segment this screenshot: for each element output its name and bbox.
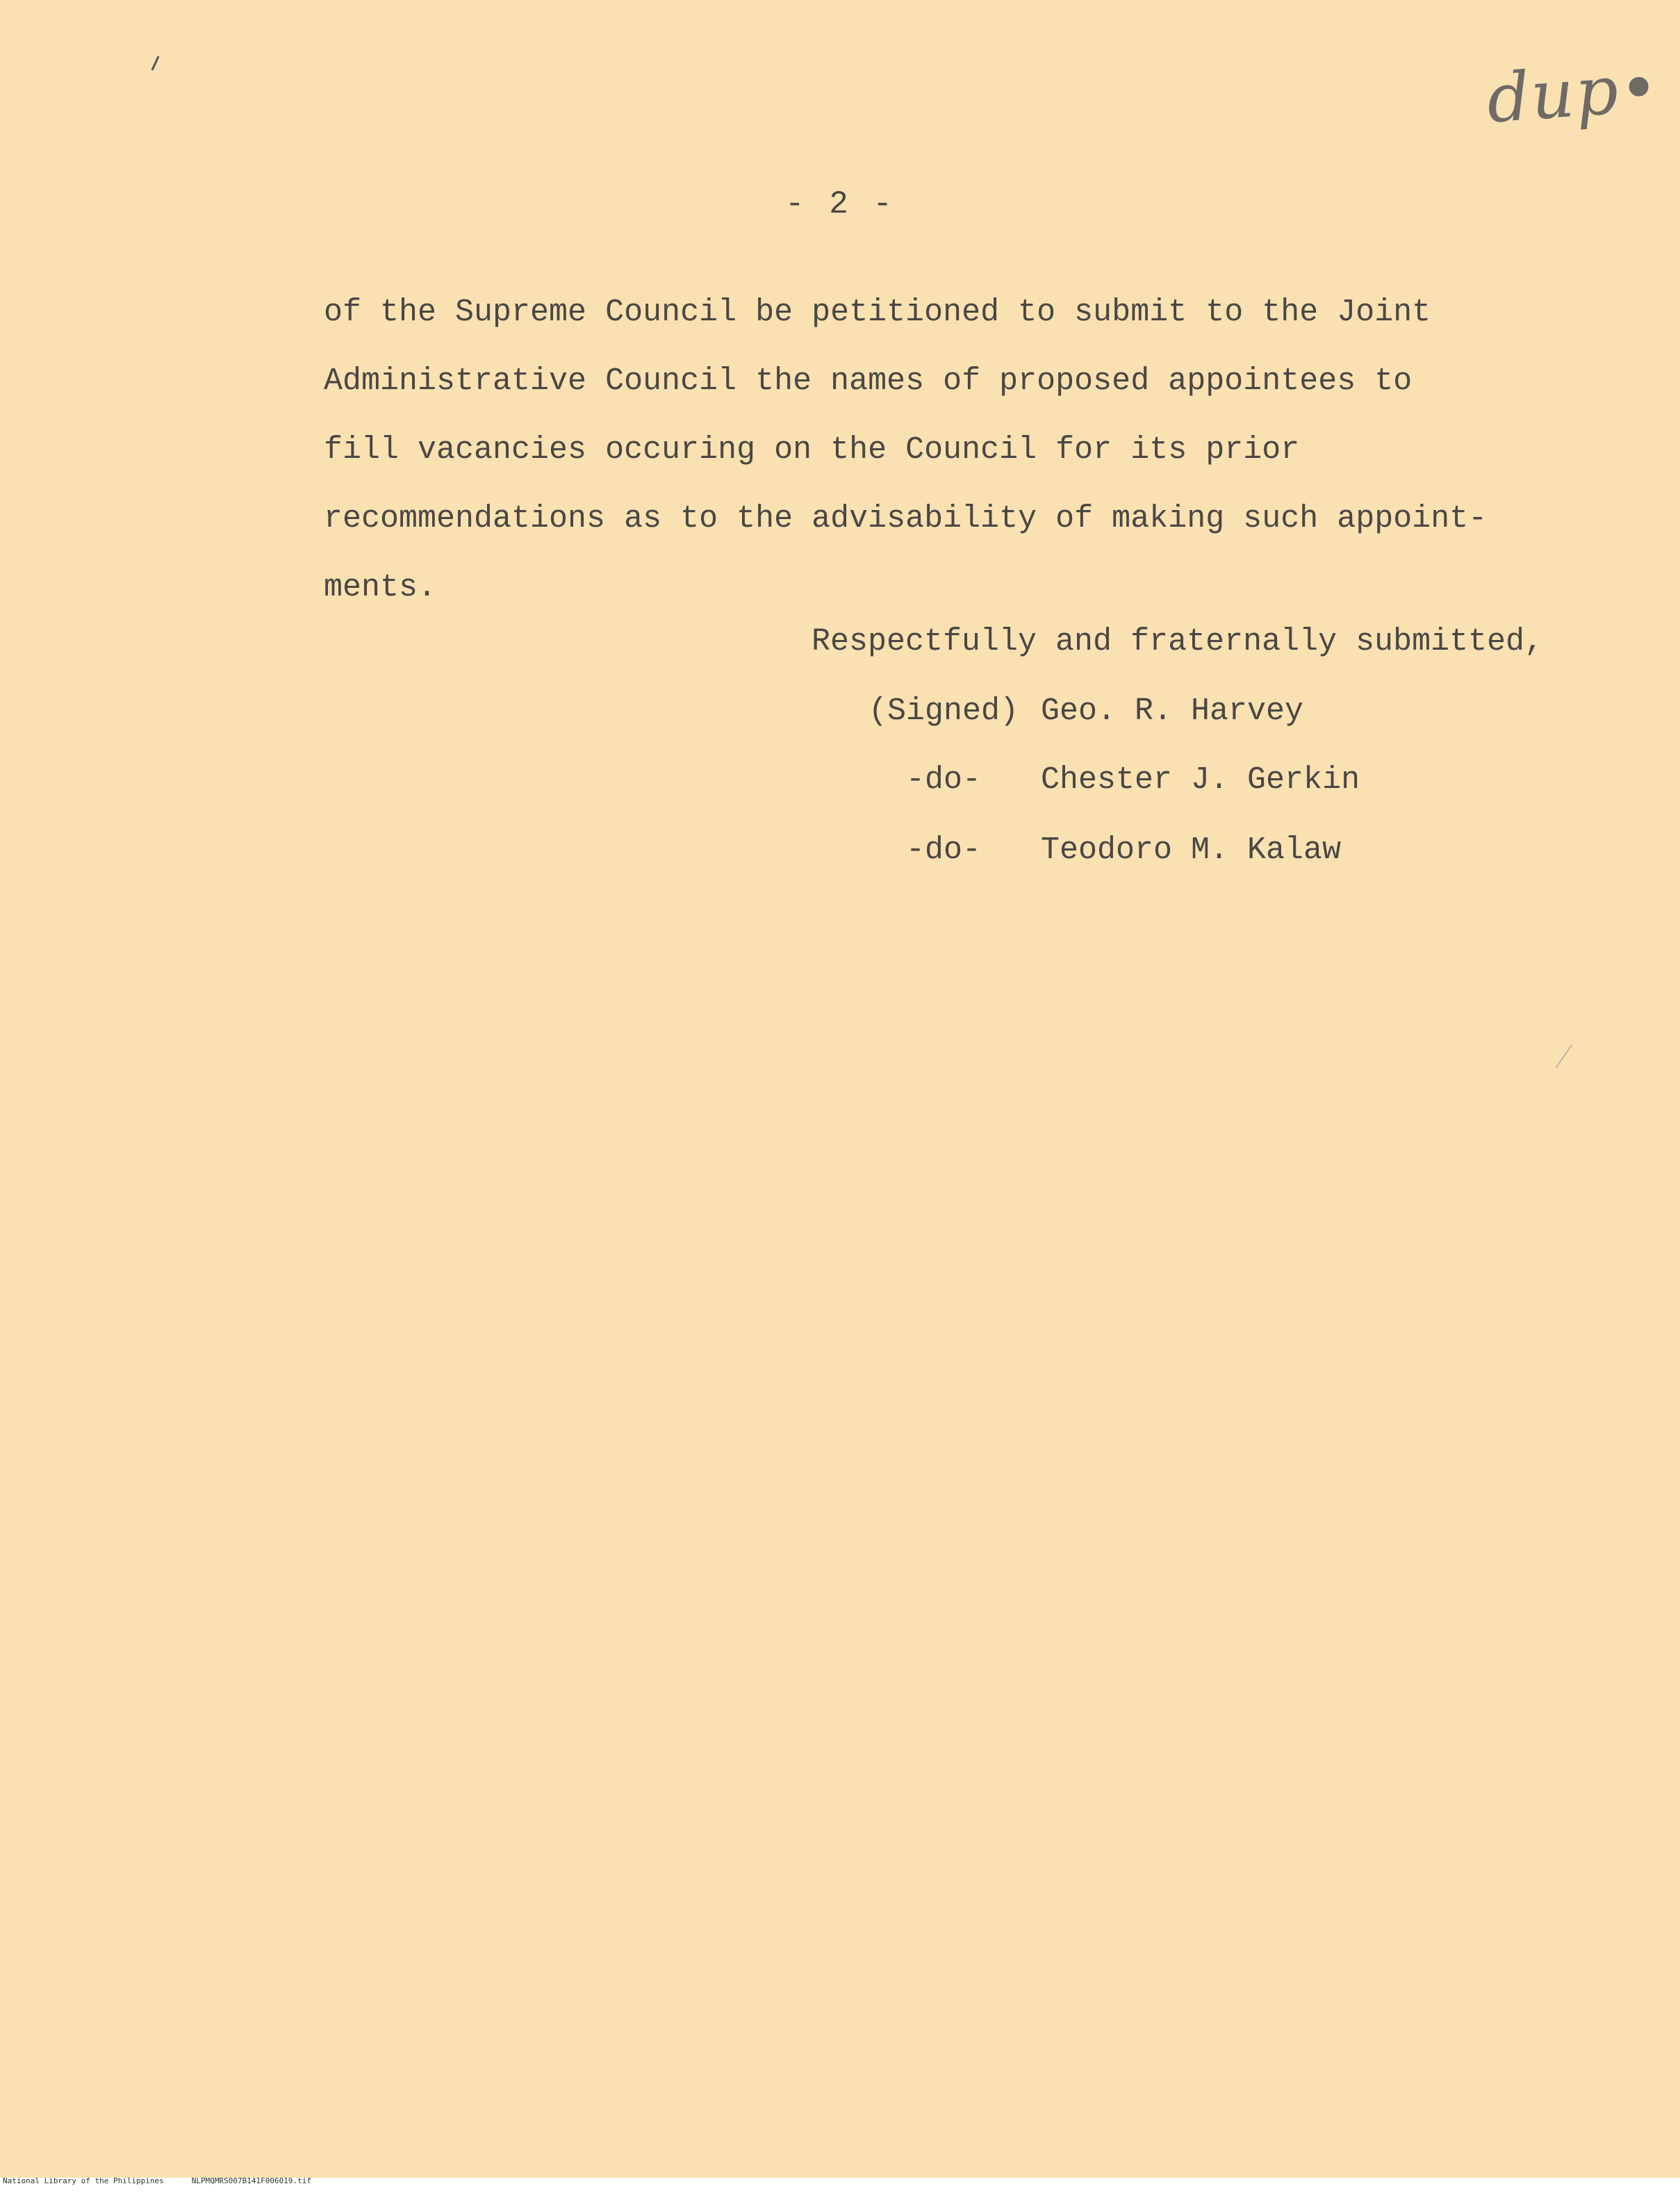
signature-label: -do- xyxy=(905,762,982,798)
signatory-name: Geo. R. Harvey xyxy=(1041,693,1304,729)
scan-footer xyxy=(3,2176,339,2185)
stray-pencil-mark xyxy=(1556,1044,1573,1068)
body-paragraph xyxy=(324,278,1505,622)
body-line: ments. xyxy=(324,570,437,605)
page-number: - 2 - xyxy=(784,186,896,222)
closing-line: Respectfully and fraternally submitted, xyxy=(812,624,1544,659)
body-line: Administrative Council the names of proposed appointees to xyxy=(324,363,1413,399)
signature-row xyxy=(846,832,1341,868)
signature-label: -do- xyxy=(905,832,982,868)
body-line: fill vacancies occuring on the Council for its prior xyxy=(324,432,1300,468)
handwritten-annotation: dup• xyxy=(1484,48,1663,138)
signatory-name: Teodoro M. Kalaw xyxy=(1041,832,1342,868)
body-line: recommendations as to the advisability of making such appoint- xyxy=(324,501,1488,536)
signatory-name: Chester J. Gerkin xyxy=(1041,762,1360,798)
signature-row xyxy=(846,693,1303,729)
signature-label: (Signed) xyxy=(868,693,1019,729)
signature-row xyxy=(846,762,1360,798)
footer-library: National Library of the Philippines xyxy=(3,2176,164,2185)
body-line: of the Supreme Council be petitioned to submit to the Joint xyxy=(324,295,1431,330)
pencil-tick-mark xyxy=(151,56,159,70)
footer-filename: NLPMQMRS007B141F006019.tif xyxy=(191,2176,311,2185)
